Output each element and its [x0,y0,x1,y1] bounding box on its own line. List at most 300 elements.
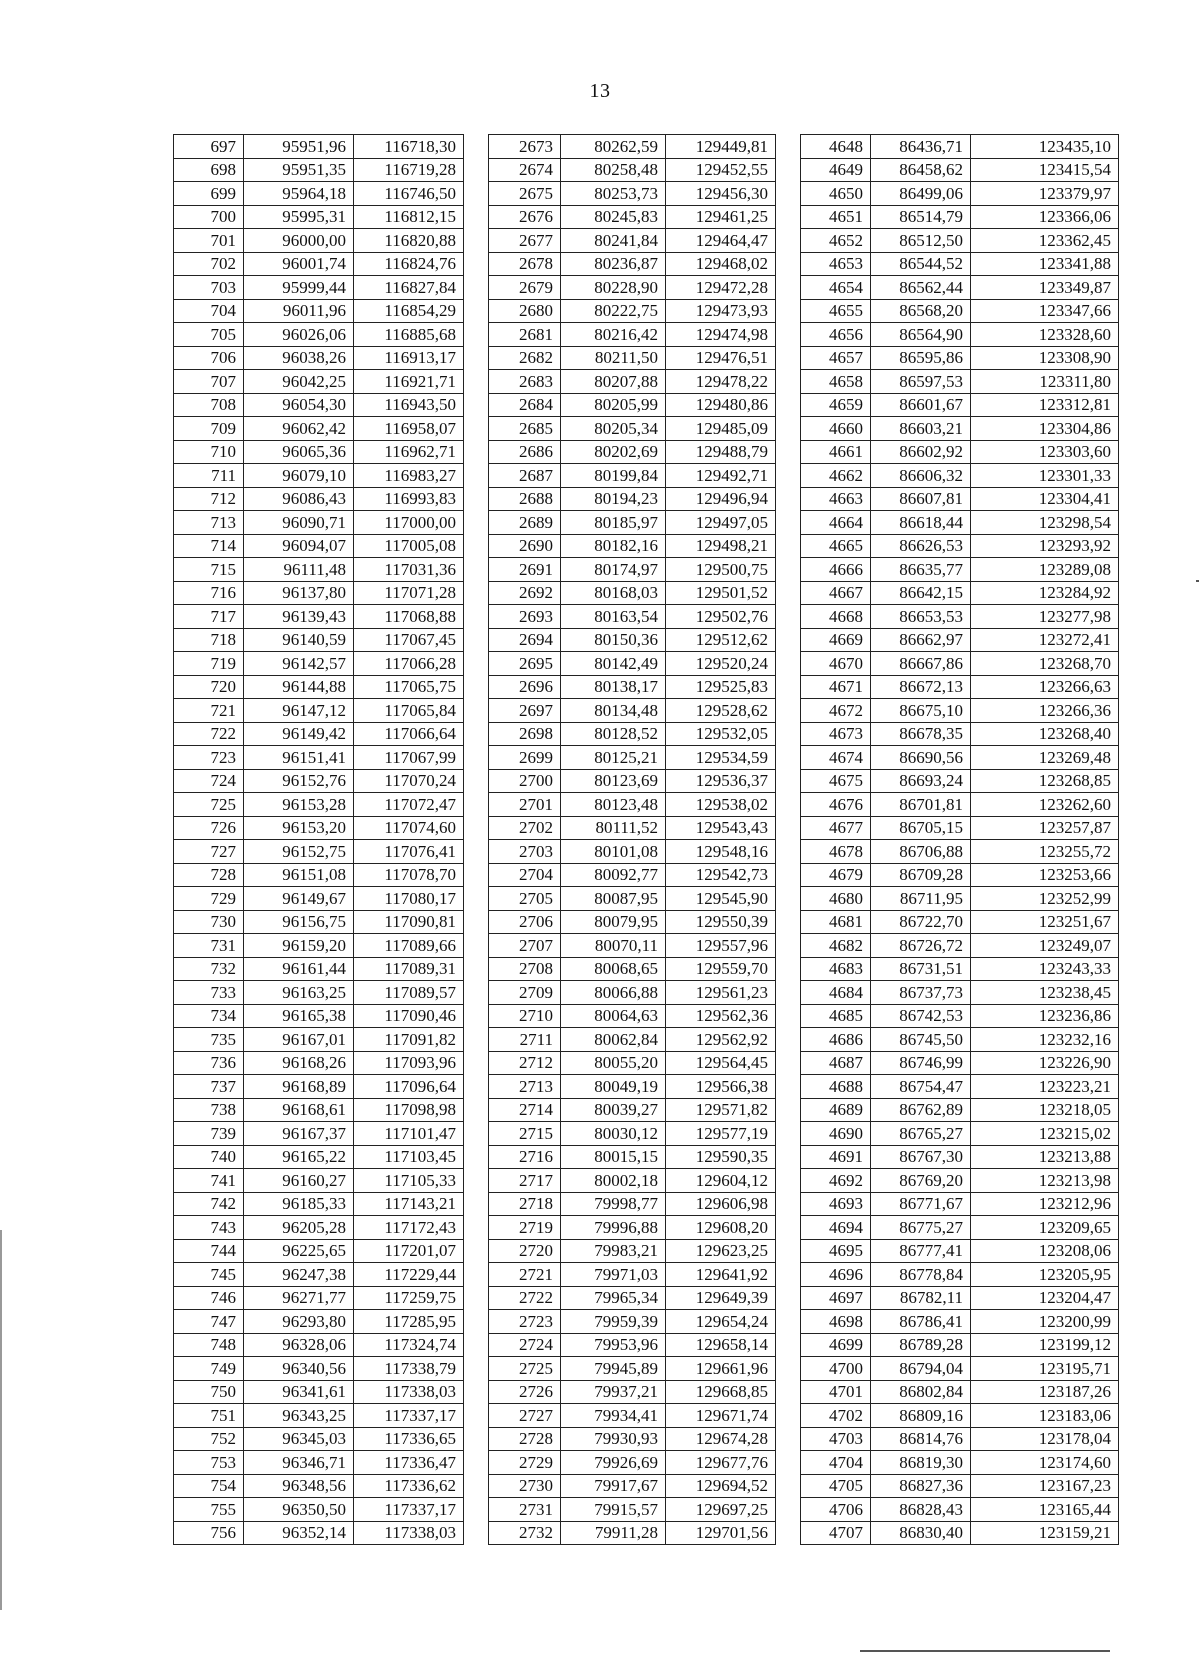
table-cell-x-coordinate: 86737,73 [871,981,971,1005]
table-cell-x-coordinate: 80134,48 [561,699,666,723]
table-body [174,135,1119,1545]
table-cell-point-number: 4651 [801,205,871,229]
column-separator [464,1498,489,1522]
table-cell-y-coordinate: 116962,71 [354,440,464,464]
table-row [174,1263,1119,1287]
table-cell-y-coordinate: 117098,98 [354,1098,464,1122]
table-cell-y-coordinate: 129485,09 [666,417,776,441]
table-row [174,158,1119,182]
table-cell-point-number: 730 [174,910,244,934]
table-cell-point-number: 2686 [489,440,561,464]
table-row [174,840,1119,864]
table-cell-x-coordinate: 86701,81 [871,793,971,817]
table-cell-x-coordinate: 80015,15 [561,1145,666,1169]
scan-edge-mark-right [1196,580,1199,582]
table-cell-x-coordinate: 80174,97 [561,558,666,582]
column-separator [464,534,489,558]
table-cell-point-number: 2691 [489,558,561,582]
table-cell-x-coordinate: 86601,67 [871,393,971,417]
table-cell-y-coordinate: 123165,44 [971,1498,1119,1522]
table-cell-x-coordinate: 86626,53 [871,534,971,558]
table-cell-y-coordinate: 129525,83 [666,675,776,699]
table-cell-x-coordinate: 86742,53 [871,1004,971,1028]
table-cell-point-number: 2731 [489,1498,561,1522]
table-row [174,1028,1119,1052]
column-separator [776,1216,801,1240]
table-cell-y-coordinate: 117338,79 [354,1357,464,1381]
table-row [174,863,1119,887]
table-cell-x-coordinate: 80128,52 [561,722,666,746]
table-cell-point-number: 742 [174,1192,244,1216]
table-row [174,1216,1119,1240]
table-cell-point-number: 4667 [801,581,871,605]
table-cell-y-coordinate: 129550,39 [666,910,776,934]
column-separator [776,135,801,159]
table-cell-x-coordinate: 86769,20 [871,1169,971,1193]
table-cell-point-number: 2704 [489,863,561,887]
table-cell-y-coordinate: 129543,43 [666,816,776,840]
table-row [174,934,1119,958]
column-separator [464,1051,489,1075]
table-cell-y-coordinate: 129566,38 [666,1075,776,1099]
table-cell-y-coordinate: 129500,75 [666,558,776,582]
column-separator [464,323,489,347]
column-separator [776,863,801,887]
table-cell-point-number: 2722 [489,1286,561,1310]
table-cell-x-coordinate: 96156,75 [244,910,354,934]
table-cell-point-number: 2726 [489,1380,561,1404]
column-separator [776,276,801,300]
table-cell-x-coordinate: 80002,18 [561,1169,666,1193]
column-separator [464,910,489,934]
table-cell-y-coordinate: 117067,99 [354,746,464,770]
table-cell-point-number: 2721 [489,1263,561,1287]
table-cell-point-number: 4688 [801,1075,871,1099]
table-row [174,1380,1119,1404]
table-cell-point-number: 708 [174,393,244,417]
column-separator [776,229,801,253]
table-cell-point-number: 2711 [489,1028,561,1052]
table-cell-point-number: 4670 [801,652,871,676]
table-cell-x-coordinate: 86711,95 [871,887,971,911]
column-separator [776,205,801,229]
table-cell-y-coordinate: 123277,98 [971,605,1119,629]
table-cell-y-coordinate: 117065,84 [354,699,464,723]
table-cell-y-coordinate: 116913,17 [354,346,464,370]
table-cell-point-number: 2700 [489,769,561,793]
table-row [174,1051,1119,1075]
table-cell-point-number: 2717 [489,1169,561,1193]
table-cell-point-number: 2702 [489,816,561,840]
table-cell-point-number: 707 [174,370,244,394]
table-cell-x-coordinate: 86789,28 [871,1333,971,1357]
table-cell-point-number: 4684 [801,981,871,1005]
table-cell-x-coordinate: 96111,48 [244,558,354,582]
table-cell-x-coordinate: 80066,88 [561,981,666,1005]
table-cell-y-coordinate: 129649,39 [666,1286,776,1310]
table-cell-y-coordinate: 129608,20 [666,1216,776,1240]
table-cell-point-number: 2693 [489,605,561,629]
table-cell-x-coordinate: 86782,11 [871,1286,971,1310]
table-cell-y-coordinate: 123268,40 [971,722,1119,746]
column-separator [776,652,801,676]
coordinates-table [173,134,1119,1545]
table-row [174,205,1119,229]
table-cell-x-coordinate: 96038,26 [244,346,354,370]
table-cell-y-coordinate: 116718,30 [354,135,464,159]
table-cell-y-coordinate: 129476,51 [666,346,776,370]
table-cell-point-number: 4690 [801,1122,871,1146]
table-cell-x-coordinate: 86544,52 [871,252,971,276]
table-cell-point-number: 2706 [489,910,561,934]
table-cell-x-coordinate: 96149,42 [244,722,354,746]
column-separator [776,1521,801,1545]
table-cell-y-coordinate: 117259,75 [354,1286,464,1310]
table-cell-y-coordinate: 129532,05 [666,722,776,746]
table-cell-point-number: 4704 [801,1451,871,1475]
table-cell-y-coordinate: 117143,21 [354,1192,464,1216]
table-cell-x-coordinate: 86672,13 [871,675,971,699]
table-cell-x-coordinate: 80262,59 [561,135,666,159]
table-cell-point-number: 705 [174,323,244,347]
table-cell-y-coordinate: 123243,33 [971,957,1119,981]
table-cell-point-number: 4685 [801,1004,871,1028]
table-cell-point-number: 734 [174,1004,244,1028]
table-cell-y-coordinate: 117068,88 [354,605,464,629]
table-cell-point-number: 754 [174,1474,244,1498]
table-cell-y-coordinate: 123347,66 [971,299,1119,323]
table-cell-y-coordinate: 123298,54 [971,511,1119,535]
table-cell-y-coordinate: 129562,36 [666,1004,776,1028]
table-cell-y-coordinate: 123209,65 [971,1216,1119,1240]
table-cell-y-coordinate: 129590,35 [666,1145,776,1169]
table-cell-y-coordinate: 129654,24 [666,1310,776,1334]
table-cell-y-coordinate: 123183,06 [971,1404,1119,1428]
table-cell-y-coordinate: 123249,07 [971,934,1119,958]
column-separator [776,910,801,934]
column-separator [464,1098,489,1122]
table-cell-x-coordinate: 96001,74 [244,252,354,276]
table-cell-y-coordinate: 116921,71 [354,370,464,394]
column-separator [464,605,489,629]
table-cell-x-coordinate: 80168,03 [561,581,666,605]
table-cell-point-number: 747 [174,1310,244,1334]
table-cell-point-number: 4671 [801,675,871,699]
table-cell-point-number: 733 [174,981,244,1005]
table-row [174,887,1119,911]
table-cell-y-coordinate: 129661,96 [666,1357,776,1381]
table-cell-y-coordinate: 123366,06 [971,205,1119,229]
table-cell-x-coordinate: 86653,53 [871,605,971,629]
table-row [174,323,1119,347]
column-separator [776,299,801,323]
column-separator [464,1310,489,1334]
table-cell-y-coordinate: 129564,45 [666,1051,776,1075]
table-cell-x-coordinate: 96152,75 [244,840,354,864]
table-cell-y-coordinate: 129671,74 [666,1404,776,1428]
column-separator [464,252,489,276]
table-cell-point-number: 4658 [801,370,871,394]
table-cell-x-coordinate: 96247,38 [244,1263,354,1287]
table-cell-point-number: 740 [174,1145,244,1169]
table-cell-y-coordinate: 123213,88 [971,1145,1119,1169]
table-cell-x-coordinate: 80222,75 [561,299,666,323]
table-cell-point-number: 2719 [489,1216,561,1240]
table-cell-y-coordinate: 117078,70 [354,863,464,887]
table-row [174,1498,1119,1522]
table-cell-y-coordinate: 129561,23 [666,981,776,1005]
table-row [174,1474,1119,1498]
table-cell-y-coordinate: 123195,71 [971,1357,1119,1381]
table-row [174,417,1119,441]
table-cell-point-number: 717 [174,605,244,629]
table-cell-y-coordinate: 129449,81 [666,135,776,159]
table-cell-y-coordinate: 129668,85 [666,1380,776,1404]
table-cell-point-number: 737 [174,1075,244,1099]
column-separator [776,1098,801,1122]
table-cell-point-number: 2727 [489,1404,561,1428]
table-cell-point-number: 744 [174,1239,244,1263]
table-cell-y-coordinate: 129538,02 [666,793,776,817]
table-cell-y-coordinate: 117005,08 [354,534,464,558]
table-cell-point-number: 2709 [489,981,561,1005]
table-cell-y-coordinate: 117338,03 [354,1521,464,1545]
table-cell-point-number: 699 [174,182,244,206]
table-cell-x-coordinate: 80079,95 [561,910,666,934]
table-cell-x-coordinate: 80205,34 [561,417,666,441]
table-row [174,1404,1119,1428]
table-cell-x-coordinate: 80039,27 [561,1098,666,1122]
column-separator [776,487,801,511]
table-cell-y-coordinate: 117093,96 [354,1051,464,1075]
column-separator [776,1169,801,1193]
table-cell-y-coordinate: 117031,36 [354,558,464,582]
table-cell-x-coordinate: 80253,73 [561,182,666,206]
table-cell-y-coordinate: 123226,90 [971,1051,1119,1075]
table-cell-x-coordinate: 80125,21 [561,746,666,770]
column-separator [776,323,801,347]
table-cell-y-coordinate: 129492,71 [666,464,776,488]
table-cell-point-number: 723 [174,746,244,770]
table-row [174,1075,1119,1099]
column-separator [464,1333,489,1357]
table-cell-x-coordinate: 80163,54 [561,605,666,629]
table-cell-x-coordinate: 96168,89 [244,1075,354,1099]
table-cell-x-coordinate: 96165,22 [244,1145,354,1169]
table-cell-y-coordinate: 117080,17 [354,887,464,911]
table-cell-x-coordinate: 86568,20 [871,299,971,323]
table-row [174,1357,1119,1381]
table-cell-y-coordinate: 129545,90 [666,887,776,911]
table-cell-point-number: 724 [174,769,244,793]
table-cell-x-coordinate: 86635,77 [871,558,971,582]
table-row [174,981,1119,1005]
table-cell-point-number: 2683 [489,370,561,394]
table-cell-point-number: 4696 [801,1263,871,1287]
table-row [174,558,1119,582]
table-cell-y-coordinate: 123268,70 [971,652,1119,676]
table-cell-point-number: 700 [174,205,244,229]
table-cell-x-coordinate: 86564,90 [871,323,971,347]
table-cell-point-number: 736 [174,1051,244,1075]
table-cell-x-coordinate: 86828,43 [871,1498,971,1522]
column-separator [464,1380,489,1404]
table-row [174,793,1119,817]
column-separator [464,793,489,817]
table-cell-x-coordinate: 86746,99 [871,1051,971,1075]
table-cell-x-coordinate: 96011,96 [244,299,354,323]
table-cell-point-number: 2712 [489,1051,561,1075]
table-row [174,722,1119,746]
table-cell-point-number: 4683 [801,957,871,981]
table-cell-x-coordinate: 79945,89 [561,1357,666,1381]
table-cell-point-number: 2725 [489,1357,561,1381]
table-cell-x-coordinate: 86762,89 [871,1098,971,1122]
table-cell-x-coordinate: 86819,30 [871,1451,971,1475]
table-cell-y-coordinate: 129534,59 [666,746,776,770]
table-cell-y-coordinate: 129502,76 [666,605,776,629]
table-cell-x-coordinate: 80049,19 [561,1075,666,1099]
table-cell-point-number: 2703 [489,840,561,864]
table-cell-y-coordinate: 123328,60 [971,323,1119,347]
table-cell-point-number: 2699 [489,746,561,770]
table-cell-y-coordinate: 129474,98 [666,323,776,347]
column-separator [776,1239,801,1263]
table-cell-x-coordinate: 86618,44 [871,511,971,535]
table-cell-point-number: 751 [174,1404,244,1428]
table-cell-x-coordinate: 95951,35 [244,158,354,182]
table-cell-x-coordinate: 86794,04 [871,1357,971,1381]
table-cell-y-coordinate: 129452,55 [666,158,776,182]
table-cell-point-number: 2695 [489,652,561,676]
table-cell-point-number: 715 [174,558,244,582]
table-cell-point-number: 735 [174,1028,244,1052]
column-separator [464,1427,489,1451]
column-separator [776,1310,801,1334]
table-cell-x-coordinate: 86814,76 [871,1427,971,1451]
table-cell-x-coordinate: 80070,11 [561,934,666,958]
table-cell-y-coordinate: 129577,19 [666,1122,776,1146]
table-cell-point-number: 4655 [801,299,871,323]
table-cell-x-coordinate: 80207,88 [561,370,666,394]
table-cell-point-number: 2732 [489,1521,561,1545]
column-separator [464,487,489,511]
table-cell-x-coordinate: 79917,67 [561,1474,666,1498]
table-cell-x-coordinate: 79937,21 [561,1380,666,1404]
table-cell-point-number: 4652 [801,229,871,253]
table-cell-point-number: 4662 [801,464,871,488]
table-cell-x-coordinate: 86690,56 [871,746,971,770]
table-cell-point-number: 4692 [801,1169,871,1193]
column-separator [776,793,801,817]
table-cell-x-coordinate: 80101,08 [561,840,666,864]
table-cell-y-coordinate: 129472,28 [666,276,776,300]
table-cell-point-number: 704 [174,299,244,323]
table-cell-y-coordinate: 117324,74 [354,1333,464,1357]
table-row [174,440,1119,464]
table-cell-point-number: 2675 [489,182,561,206]
table-cell-point-number: 2682 [489,346,561,370]
table-cell-point-number: 756 [174,1521,244,1545]
column-separator [776,1427,801,1451]
column-separator [464,1521,489,1545]
column-separator [776,840,801,864]
column-separator [464,276,489,300]
table-cell-y-coordinate: 123362,45 [971,229,1119,253]
table-cell-point-number: 4668 [801,605,871,629]
table-cell-y-coordinate: 123174,60 [971,1451,1119,1475]
table-cell-point-number: 739 [174,1122,244,1146]
table-cell-y-coordinate: 117065,75 [354,675,464,699]
table-cell-point-number: 4674 [801,746,871,770]
table-cell-y-coordinate: 129677,76 [666,1451,776,1475]
table-cell-y-coordinate: 123218,05 [971,1098,1119,1122]
table-cell-x-coordinate: 86754,47 [871,1075,971,1099]
table-cell-point-number: 2673 [489,135,561,159]
table-cell-y-coordinate: 117337,17 [354,1498,464,1522]
table-cell-point-number: 2728 [489,1427,561,1451]
table-cell-point-number: 714 [174,534,244,558]
table-cell-x-coordinate: 86693,24 [871,769,971,793]
table-cell-y-coordinate: 123251,67 [971,910,1119,934]
table-cell-x-coordinate: 86778,84 [871,1263,971,1287]
column-separator [776,605,801,629]
table-cell-x-coordinate: 96205,28 [244,1216,354,1240]
table-cell-y-coordinate: 129480,86 [666,393,776,417]
table-cell-point-number: 2684 [489,393,561,417]
table-row [174,1122,1119,1146]
table-cell-x-coordinate: 80182,16 [561,534,666,558]
table-cell-x-coordinate: 86602,92 [871,440,971,464]
column-separator [776,746,801,770]
table-row [174,1310,1119,1334]
table-cell-point-number: 745 [174,1263,244,1287]
column-separator [464,652,489,676]
table-cell-x-coordinate: 96026,06 [244,323,354,347]
table-cell-y-coordinate: 116983,27 [354,464,464,488]
table-cell-point-number: 4706 [801,1498,871,1522]
table-cell-y-coordinate: 123304,41 [971,487,1119,511]
table-cell-x-coordinate: 86706,88 [871,840,971,864]
table-cell-point-number: 721 [174,699,244,723]
table-cell-y-coordinate: 129536,37 [666,769,776,793]
table-cell-y-coordinate: 123178,04 [971,1427,1119,1451]
column-separator [464,1004,489,1028]
column-separator [776,1263,801,1287]
column-separator [776,816,801,840]
table-cell-point-number: 4659 [801,393,871,417]
column-separator [464,934,489,958]
table-cell-y-coordinate: 129559,70 [666,957,776,981]
table-cell-x-coordinate: 96185,33 [244,1192,354,1216]
table-cell-point-number: 4691 [801,1145,871,1169]
table-row [174,182,1119,206]
table-cell-x-coordinate: 80194,23 [561,487,666,511]
table-row [174,628,1119,652]
table-cell-x-coordinate: 96167,01 [244,1028,354,1052]
column-separator [464,558,489,582]
table-cell-point-number: 750 [174,1380,244,1404]
table-cell-y-coordinate: 123301,33 [971,464,1119,488]
table-row [174,1098,1119,1122]
table-cell-y-coordinate: 117091,82 [354,1028,464,1052]
table-cell-point-number: 4677 [801,816,871,840]
column-separator [464,511,489,535]
table-row [174,229,1119,253]
table-row [174,1145,1119,1169]
table-cell-point-number: 743 [174,1216,244,1240]
table-row [174,605,1119,629]
